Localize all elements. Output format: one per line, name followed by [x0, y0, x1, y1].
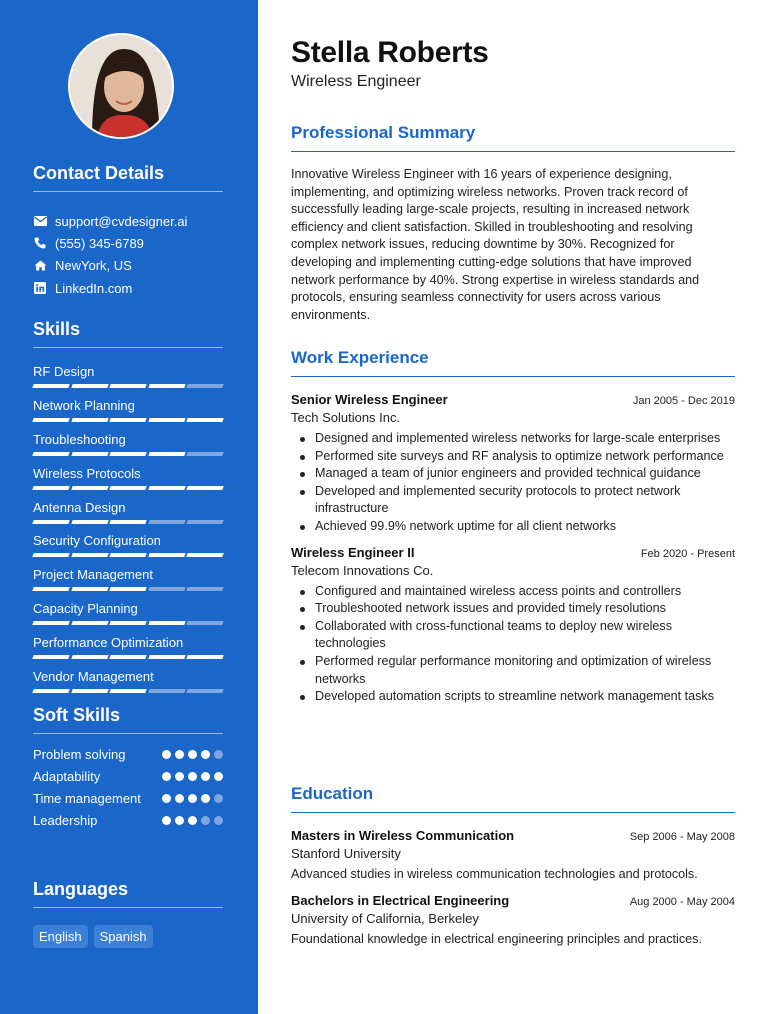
skill-level-segment	[186, 689, 223, 693]
skill-name: Wireless Protocols	[33, 465, 141, 481]
rating-dot	[188, 794, 197, 803]
skill-level-bar	[33, 621, 223, 625]
education-date: Sep 2006 - May 2008	[629, 831, 735, 843]
soft-skill-item	[33, 746, 223, 763]
job-bullet: Developed and implemented security protocols to protect network infrastructure	[291, 483, 735, 518]
contact-section	[33, 163, 223, 299]
skill-item	[33, 466, 223, 498]
soft-skill-name: Time management	[33, 791, 141, 806]
job-bullet: Collaborated with cross-functional teams to deploy new wireless technologies	[291, 618, 735, 653]
job-bullet: Performed regular performance monitoring and optimization of wireless networks	[291, 653, 735, 688]
contact-location	[33, 255, 223, 277]
rating-dot	[214, 794, 223, 803]
rating-dot	[188, 816, 197, 825]
skill-level-segment	[186, 486, 223, 490]
school-name: Stanford University	[291, 846, 401, 861]
soft-skills-title: Soft Skills	[33, 705, 223, 734]
skill-level-segment	[71, 587, 108, 591]
soft-skill-name: Problem solving	[33, 747, 126, 762]
soft-skill-item	[33, 812, 223, 829]
degree-title: Bachelors in Electrical Engineering	[291, 892, 510, 908]
rating-dot	[175, 816, 184, 825]
soft-skill-item	[33, 790, 223, 807]
skill-level-segment	[186, 418, 223, 422]
skill-level-bar	[33, 689, 223, 693]
job-company: Telecom Innovations Co.	[291, 562, 434, 578]
job-bullet: Developed automation scripts to streamline network management tasks	[291, 688, 735, 706]
skill-level-segment	[186, 452, 223, 456]
contact-phone[interactable]	[33, 232, 223, 254]
job-bullet: Configured and maintained wireless access points and controllers	[291, 583, 735, 601]
school-name: University of California, Berkeley	[291, 910, 479, 926]
skill-level-segment	[32, 553, 69, 557]
skill-level-segment	[71, 384, 108, 388]
job-bullets	[291, 583, 735, 706]
skill-level-segment	[148, 655, 185, 659]
skill-level-segment	[148, 452, 185, 456]
degree-title: Masters in Wireless Communication	[291, 828, 515, 843]
summary-section	[291, 123, 735, 324]
skill-level-segment	[186, 621, 223, 625]
skill-level-segment	[71, 689, 108, 693]
rating-dot	[214, 772, 223, 781]
rating-dot	[188, 750, 197, 759]
skills-list	[33, 364, 223, 701]
skill-item	[33, 533, 223, 565]
skill-level-segment	[148, 553, 185, 557]
skill-level-segment	[109, 486, 146, 490]
skill-level-segment	[109, 655, 146, 659]
rating-dot	[175, 772, 184, 781]
skill-level-segment	[32, 587, 69, 591]
education-description: Foundational knowledge in electrical engineering principles and practices.	[291, 931, 702, 946]
skill-item	[33, 500, 223, 532]
job-entry	[291, 392, 735, 536]
job-entry	[291, 545, 735, 706]
job-title: Senior Wireless Engineer	[291, 392, 448, 407]
soft-skill-name: Leadership	[33, 813, 98, 828]
rating-dot	[162, 794, 171, 803]
language-tag: English	[33, 925, 88, 948]
skill-level-segment	[71, 452, 108, 456]
skill-level-segment	[109, 553, 146, 557]
skill-level-bar	[33, 655, 223, 659]
skill-level-segment	[109, 621, 146, 625]
sidebar	[0, 0, 258, 1014]
experience-title: Work Experience	[291, 348, 735, 377]
job-bullet: Designed and implemented wireless networks for large-scale enterprises	[291, 430, 735, 448]
skill-level-segment	[186, 384, 223, 388]
skill-level-segment	[109, 520, 146, 524]
contact-linkedin[interactable]	[33, 277, 223, 299]
skill-level-segment	[71, 418, 108, 422]
home-icon	[33, 259, 47, 273]
languages-list	[33, 925, 223, 948]
education-section	[291, 784, 735, 948]
skill-name: Network Planning	[33, 397, 135, 413]
envelope-icon	[33, 214, 47, 228]
candidate-role: Wireless Engineer	[291, 73, 421, 90]
skill-item	[33, 567, 223, 599]
skill-level-bar	[33, 520, 223, 524]
skill-level-bar	[33, 587, 223, 591]
skill-level-segment	[148, 587, 185, 591]
skill-name: Performance Optimization	[33, 635, 184, 651]
skill-level-bar	[33, 418, 223, 422]
skill-level-segment	[148, 520, 185, 524]
skill-name: Project Management	[33, 567, 153, 583]
rating-dot	[214, 816, 223, 825]
skill-level-segment	[32, 689, 69, 693]
contact-linkedin-text: LinkedIn.com	[55, 280, 133, 296]
skill-level-segment	[186, 553, 223, 557]
rating-dot	[201, 772, 210, 781]
skill-level-bar	[33, 486, 223, 490]
soft-skill-rating	[159, 750, 223, 759]
contact-title: Contact Details	[33, 163, 223, 192]
skill-level-segment	[71, 486, 108, 490]
skill-item	[33, 635, 223, 667]
job-bullet: Achieved 99.9% network uptime for all client networks	[291, 518, 735, 536]
education-date: Aug 2000 - May 2004	[629, 895, 735, 908]
education-entry	[291, 893, 735, 949]
job-date: Jan 2005 - Dec 2019	[632, 395, 735, 407]
skill-level-segment	[32, 520, 69, 524]
skill-level-segment	[109, 384, 146, 388]
skill-name: Vendor Management	[33, 669, 154, 685]
skill-item	[33, 364, 223, 396]
job-title: Wireless Engineer II	[291, 544, 415, 560]
skill-level-bar	[33, 553, 223, 557]
skill-level-segment	[148, 486, 185, 490]
job-bullet: Performed site surveys and RF analysis to optimize network performance	[291, 448, 735, 466]
skill-name: RF Design	[33, 364, 95, 379]
soft-skill-rating	[159, 794, 223, 803]
rating-dot	[201, 750, 210, 759]
skills-section	[33, 319, 223, 701]
contact-location-text: NewYork, US	[55, 258, 132, 274]
skill-level-segment	[148, 621, 185, 625]
skill-level-segment	[109, 452, 146, 456]
skill-item	[33, 432, 223, 464]
skill-level-segment	[32, 486, 69, 490]
job-date: Feb 2020 - Present	[640, 547, 735, 560]
skill-level-segment	[71, 621, 108, 625]
skill-level-segment	[32, 452, 69, 456]
rating-dot	[162, 772, 171, 781]
skill-level-segment	[148, 418, 185, 422]
rating-dot	[188, 772, 197, 781]
summary-title: Professional Summary	[291, 123, 735, 152]
soft-skills-section	[33, 705, 223, 834]
skill-level-segment	[32, 655, 69, 659]
skill-level-segment	[32, 384, 69, 388]
experience-section	[291, 348, 735, 706]
phone-icon	[33, 236, 47, 250]
skill-level-segment	[186, 587, 223, 591]
languages-title: Languages	[33, 879, 223, 908]
contact-email-text: support@cvdesigner.ai	[55, 213, 188, 229]
linkedin-icon	[33, 281, 47, 295]
soft-skill-rating	[159, 816, 223, 825]
soft-skill-name: Adaptability	[33, 769, 101, 784]
skill-level-segment	[32, 418, 69, 422]
skill-level-segment	[148, 384, 185, 388]
skill-level-bar	[33, 384, 223, 388]
contact-email[interactable]	[33, 210, 223, 232]
soft-skills-list	[33, 746, 223, 829]
skill-item	[33, 669, 223, 701]
skill-level-segment	[109, 418, 146, 422]
language-tag: Spanish	[94, 925, 153, 948]
candidate-name: Stella Roberts	[291, 36, 489, 69]
skill-name: Troubleshooting	[33, 431, 126, 447]
skill-level-segment	[109, 587, 146, 591]
skill-name: Security Configuration	[33, 533, 161, 549]
skill-level-segment	[186, 520, 223, 524]
skill-level-segment	[71, 520, 108, 524]
soft-skill-item	[33, 768, 223, 785]
skill-level-segment	[32, 621, 69, 625]
job-bullet: Managed a team of junior engineers and provided technical guidance	[291, 465, 735, 483]
job-bullets	[291, 430, 735, 536]
skill-level-segment	[186, 655, 223, 659]
education-title: Education	[291, 784, 735, 813]
soft-skill-rating	[159, 772, 223, 781]
job-company: Tech Solutions Inc.	[291, 410, 401, 425]
rating-dot	[201, 794, 210, 803]
skill-level-segment	[71, 655, 108, 659]
job-bullet: Troubleshooted network issues and provided timely resolutions	[291, 600, 735, 618]
avatar	[68, 33, 174, 139]
skill-level-bar	[33, 452, 223, 456]
contact-phone-text: (555) 345-6789	[55, 235, 144, 251]
skill-item	[33, 398, 223, 430]
education-entry	[291, 828, 735, 884]
rating-dot	[162, 750, 171, 759]
skills-title: Skills	[33, 319, 223, 348]
rating-dot	[175, 750, 184, 759]
languages-section	[33, 879, 223, 948]
summary-text: Innovative Wireless Engineer with 16 years of experience designing, implementing, and optimizing wireless networks. Proven track record of successfully leading large-scale projects, resulting in increased network efficiency and client satisfaction. Skilled in troubleshooting and resolving complex network issues, reducing downtime by 30%. Recognized for developing and implementing cutting-edge solutions that have improved network performance by 40%. Strong expertise in wireless standards and protocols, ensuring seamless connectivity for users across various environments.	[291, 167, 700, 322]
profile-photo	[70, 35, 174, 139]
skill-level-segment	[71, 553, 108, 557]
rating-dot	[214, 750, 223, 759]
skill-item	[33, 601, 223, 633]
skill-level-segment	[148, 689, 185, 693]
rating-dot	[162, 816, 171, 825]
rating-dot	[175, 794, 184, 803]
education-description: Advanced studies in wireless communication technologies and protocols.	[291, 867, 698, 881]
skill-name: Capacity Planning	[33, 601, 138, 617]
rating-dot	[201, 816, 210, 825]
skill-level-segment	[109, 689, 146, 693]
contact-list	[33, 210, 223, 299]
skill-name: Antenna Design	[33, 499, 126, 515]
